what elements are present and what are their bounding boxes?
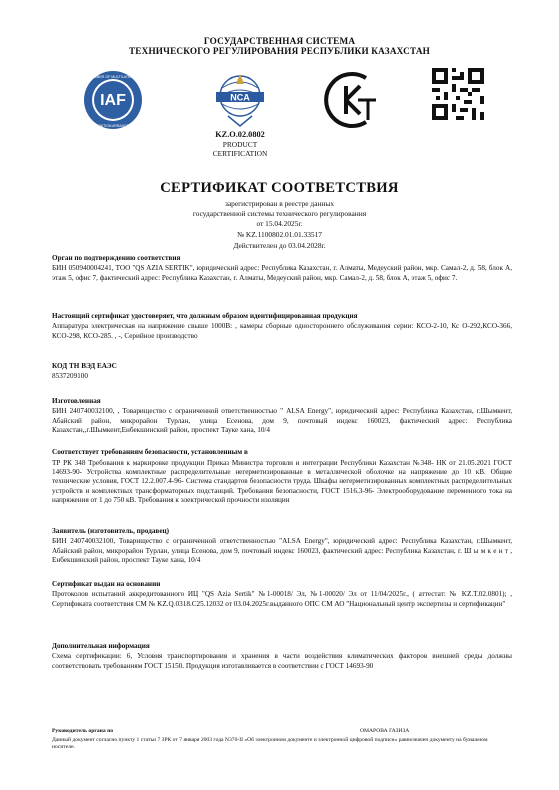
additional-info-text: Схема сертификации: 6, Условия транспортирования и хранения в части воздействия климатических факторов внешней среды должны соответствовать требованиям ГОСТ 15150. Продукция изготавливается в соответствии с ГОСТ 14693-90 [52, 652, 512, 670]
iaf-logo [78, 70, 148, 130]
basis-text: Протоколов испытаний аккредитованного ИЦ "QS Azia Sertik" №1-00018/ Эл, №1-00020/ Эл от 11/04/2025г., ( аттестат: № KZ.T.02.0801); , Сертификата соответствия СМ № KZ.Q.0318.C25.12032 от 03.04.2025г.выданного ОПС СМ АО "Национальный центр экспертизы и сертификации" [52, 590, 512, 608]
product-heading: Настоящий сертификат удостоверяет, что должным образом идентифицированная продукция [52, 312, 358, 320]
svg-text:NCA: NCA [230, 92, 250, 103]
document-title: СЕРТИФИКАТ СООТВЕТСТВИЯ [160, 180, 399, 196]
nca-logo [200, 70, 280, 130]
certification-block [190, 130, 290, 159]
header-line-2: ТЕХНИЧЕСКОГО РЕГУЛИРОВАНИЯ РЕСПУБЛИКИ КАЗАХСТАН [128, 46, 431, 56]
applicant-text: БИН 240740032100, Товарищество с ограниченной ответственностью "ALSA Energy", юридический адрес: Республика Казахстан, г.Шымкент, Абайский район, микрорайон Турлан, улица Есенова, дом 9, почтовый индекс 160023, фактический адрес: Республика Казахстан, г. Ш ы м к е н т , Енбекшинский район, проспект Тауке хана, 10/4 [52, 537, 512, 565]
header-line-1: ГОСУДАРСТВЕННАЯ СИСТЕМА [203, 36, 356, 46]
kz-conformity-mark [318, 70, 384, 130]
head-of-organ-label: Руководитель органа по [52, 728, 114, 734]
svg-text:RECOGNITION ARRANGEMENT: RECOGNITION ARRANGEMENT [87, 124, 139, 128]
head-of-organ-name: ОМАРОВА ГАЗИЗА [360, 728, 410, 734]
applicant-heading: Заявитель (изготовитель, продавец) [52, 527, 170, 535]
additional-info-heading: Дополнительная информация [52, 642, 150, 650]
manufacturer-heading: Изготовленная [52, 397, 101, 405]
svg-text:MEMBER OF MULTILATERAL: MEMBER OF MULTILATERAL [88, 75, 138, 79]
svg-text:IAF: IAF [100, 92, 126, 109]
registration-line-2: государственной системы технического регулирования [192, 209, 367, 218]
certification-label-product: PRODUCT [222, 139, 258, 149]
basis-heading: Сертификат выдан на основании [52, 580, 161, 588]
qr-code-icon [432, 68, 484, 120]
manufacturer-text: БИН 240740032100, , Товарищество с ограниченной ответственностью " ALSA Energy", юридический адрес: Республика Казахстан, г.Шымкент, Абайский район, микрорайон Турлан, улица Есенова, дом 9, почтовый индекс 160023, фактический адрес: Республика Казахстан,,г.Шымкент,Енбекшинский район, проспект Тауке хана, 10/4 [52, 407, 512, 435]
registration-line-1: зарегистрирован в реестре данных [224, 199, 335, 208]
certification-number: KZ.O.02.0802 [215, 130, 265, 139]
requirements-text: ТР РК 348 Требования к маркировке продукции Приказ Министра торговли и интеграции Республики Казахстан №348- НК от 21.05.2021 ГОСТ 14693-90- Устройства комплектные распределительные негерметизированные в металлической оболочке на напряжение до 10 кВ. Общие технические условия, ГОСТ 12.2.007.4-96- Система стандартов безопасности труда. Шкафы негерметизированных комплектных распределительных устройств и комплектных трансформаторных подстанций. Требования безопасности, ГОСТ 1516.3-96- Электрооборудование переменного тока на напряжения от 1 до 750 кВ. Требования к электрической прочности изоляции [52, 459, 512, 504]
requirements-heading: Соответствует требованиям безопасности, установленным в [52, 448, 248, 456]
organ-text: БИН 050940004241, ТОО "QS AZIA SERTIK", юридический адрес: Республика Казахстан, г. Алматы, Медеуский район, мкр. Самал-2, д. 58, блок А, этаж 5, офис 7, фактический адрес: Республика Казахстан, г. Алматы, Медеуский район, мкр. Самал-2, д. 58, блок А, этаж 5, офис 7. [52, 264, 512, 282]
registration-date: от 15.04.2025г. [256, 219, 303, 228]
tnved-code: 8537209100 [52, 372, 88, 380]
tnved-heading: КОД ТН ВЭД ЕАЭС [52, 362, 117, 370]
product-text: Аппаратура электрическая на напряжение свыше 1000В: , камеры сборные одностороннего обслуживания серии: КСО-2-10, Кс О-292,КСО-366, КСО-298, КСО-285. , -, Серийное производство [52, 322, 512, 340]
organ-heading: Орган по подтверждению соответствия [52, 254, 181, 262]
registration-number: № KZ.1100802.01.01.33517 [237, 230, 322, 239]
legal-note: Данный документ согласно пункту 1 статьи 7 ЗРК от 7 января 2003 года N370-II «Об электронном документе и электронной цифровой подписи» равнозначен документу на бумажном носителе. [52, 737, 488, 750]
certification-label-certification: CERTIFICATION [212, 149, 268, 158]
validity-date: Действителен до 03.04.2028г. [233, 241, 326, 250]
